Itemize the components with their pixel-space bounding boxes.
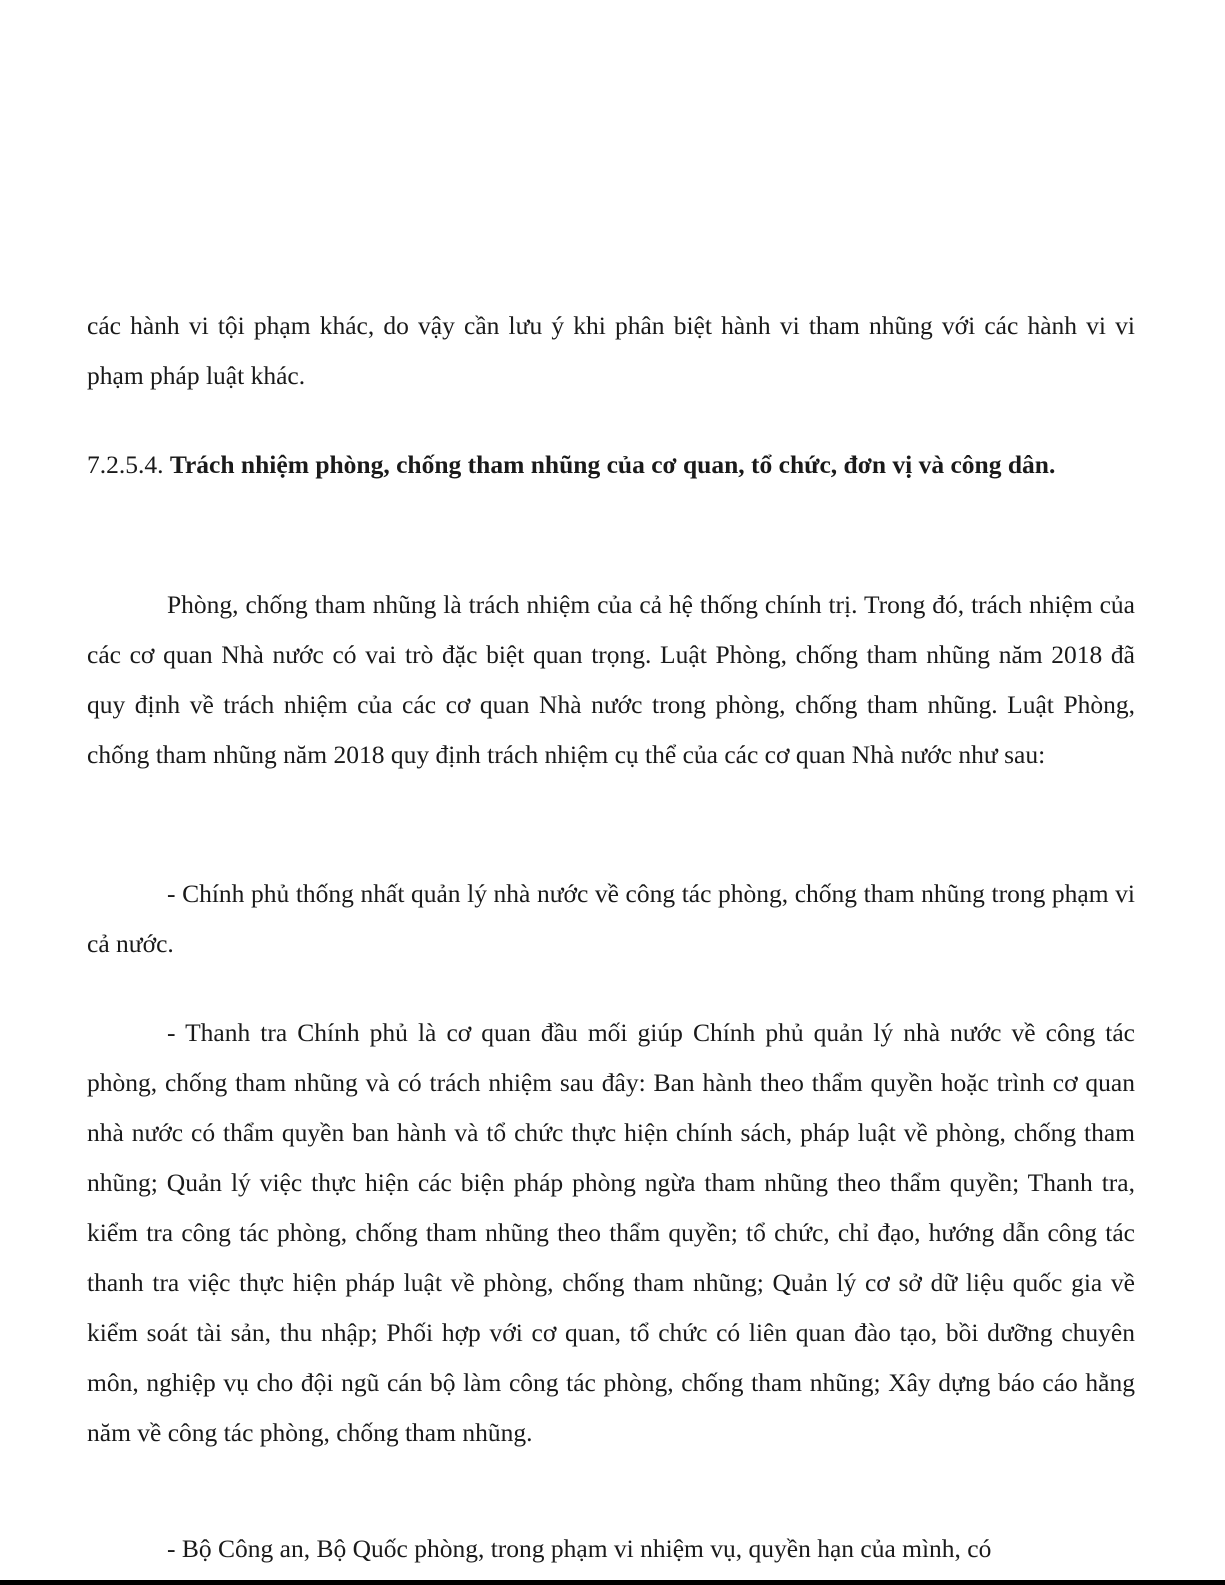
paragraph-continuation: các hành vi tội phạm khác, do vậy cần lưu ý khi phân biệt hành vi tham nhũng với các hành vi vi phạm pháp luật khác. (87, 311, 1135, 390)
section-number: 7.2.5.4. (87, 450, 164, 479)
paragraph-intro: Phòng, chống tham nhũng là trách nhiệm của cả hệ thống chính trị. Trong đó, trách nhiệm của các cơ quan Nhà nước có vai trò đặc biệt quan trọng. Luật Phòng, chống tham nhũng năm 2018 đã quy định về trách nhiệm của các cơ quan Nhà nước trong phòng, chống tham nhũng. Luật Phòng, chống tham nhũng năm 2018 quy định trách nhiệm cụ thể của các cơ quan Nhà nước như sau: (87, 590, 1135, 769)
list-item-inspectorate: - Thanh tra Chính phủ là cơ quan đầu mối giúp Chính phủ quản lý nhà nước về công tác phòng, chống tham nhũng và có trách nhiệm sau đây: Ban hành theo thẩm quyền hoặc trình cơ quan nhà nước có thẩm quyền ban hành và tổ chức thực hiện chính sách, pháp luật về phòng, chống tham nhũng; Quản lý việc thực hiện các biện pháp phòng ngừa tham nhũng theo thẩm quyền; Thanh tra, kiểm tra công tác phòng, chống tham nhũng theo thẩm quyền; tổ chức, chỉ đạo, hướng dẫn công tác thanh tra việc thực hiện pháp luật về phòng, chống tham nhũng; Quản lý cơ sở dữ liệu quốc gia về kiểm soát tài sản, thu nhập; Phối hợp với cơ quan, tổ chức có liên quan đào tạo, bồi dưỡng chuyên môn, nghiệp vụ cho đội ngũ cán bộ làm công tác phòng, chống tham nhũng; Xây dựng báo cáo hằng năm về công tác phòng, chống tham nhũng. (87, 1018, 1135, 1447)
list-item-ministries: - Bộ Công an, Bộ Quốc phòng, trong phạm vi nhiệm vụ, quyền hạn của mình, có (167, 1534, 992, 1563)
page-bottom-edge (0, 1580, 1225, 1585)
section-title: Trách nhiệm phòng, chống tham nhũng của cơ quan, tổ chức, đơn vị và công dân. (169, 450, 1056, 479)
section-heading (87, 440, 1135, 490)
list-item-government: - Chính phủ thống nhất quản lý nhà nước về công tác phòng, chống tham nhũng trong phạm vi cả nước. (87, 879, 1135, 958)
